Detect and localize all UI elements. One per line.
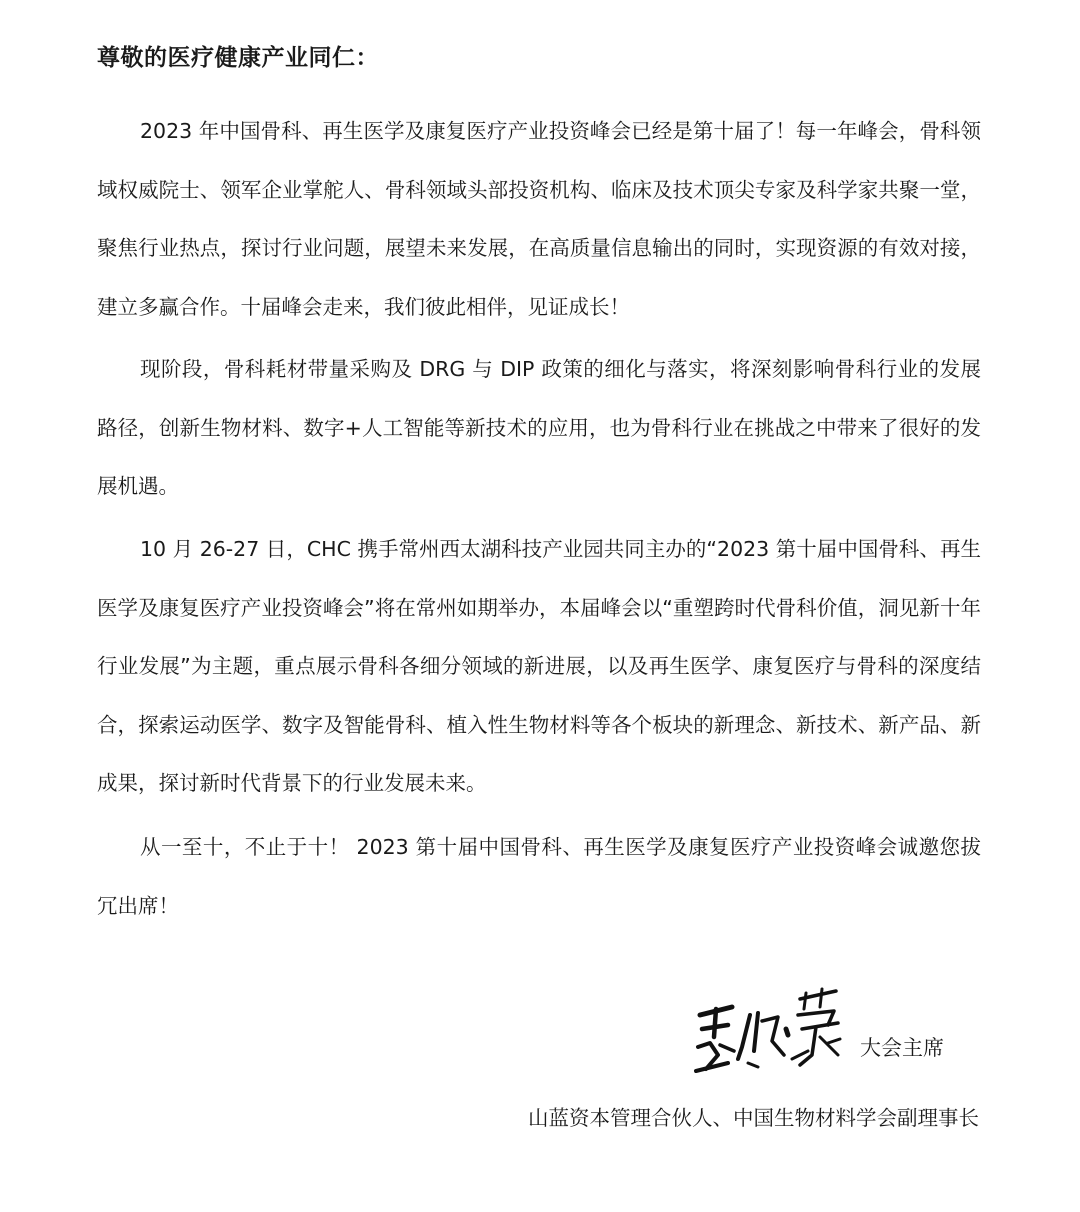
paragraph-intro: 2023 年中国骨科、再生医学及康复医疗产业投资峰会已经是第十届了！每一年峰会，骨科领域权威院士、领军企业掌舵人、骨科领域头部投资机构、临床及技术顶尖专家及科学家共聚一堂，聚焦行业热点，探讨行业问题，展望未来发展，在高质量信息输出的同时，实现资源的有效对接，建立多赢合作。十届峰会走来，我们彼此相伴，见证成长！ bbox=[97, 119, 981, 319]
handwritten-signature bbox=[688, 985, 848, 1080]
paragraph-policy: 现阶段，骨科耗材带量采购及 DRG 与 DIP 政策的细化与落实，将深刻影响骨科行业的发展路径，创新生物材料、数字+人工智能等新技术的应用，也为骨科行业在挑战之中带来了很好的发展机遇。 bbox=[97, 357, 981, 498]
signer-affiliation: 山蓝资本管理合伙人、中国生物材料学会副理事长 bbox=[528, 1106, 979, 1130]
signer-title: 大会主席 bbox=[860, 1036, 944, 1060]
paragraph-invitation: 从一至十，不止于十！ 2023 第十届中国骨科、再生医学及康复医疗产业投资峰会诚邀您拔冗出席！ bbox=[97, 835, 981, 918]
paragraph-event: 10 月 26-27 日，CHC 携手常州西太湖科技产业园共同主办的“2023 第十届中国骨科、再生医学及康复医疗产业投资峰会”将在常州如期举办，本届峰会以“重塑跨时代骨科价值，洞见新十年行业发展”为主题，重点展示骨科各细分领域的新进展，以及再生医学、康复医疗与骨科的深度结合，探索运动医学、数字及智能骨科、植入性生物材料等各个板块的新理念、新技术、新产品、新成果，探讨新时代背景下的行业发展未来。 bbox=[97, 537, 981, 795]
salutation: 尊敬的医疗健康产业同仁： bbox=[97, 45, 379, 71]
